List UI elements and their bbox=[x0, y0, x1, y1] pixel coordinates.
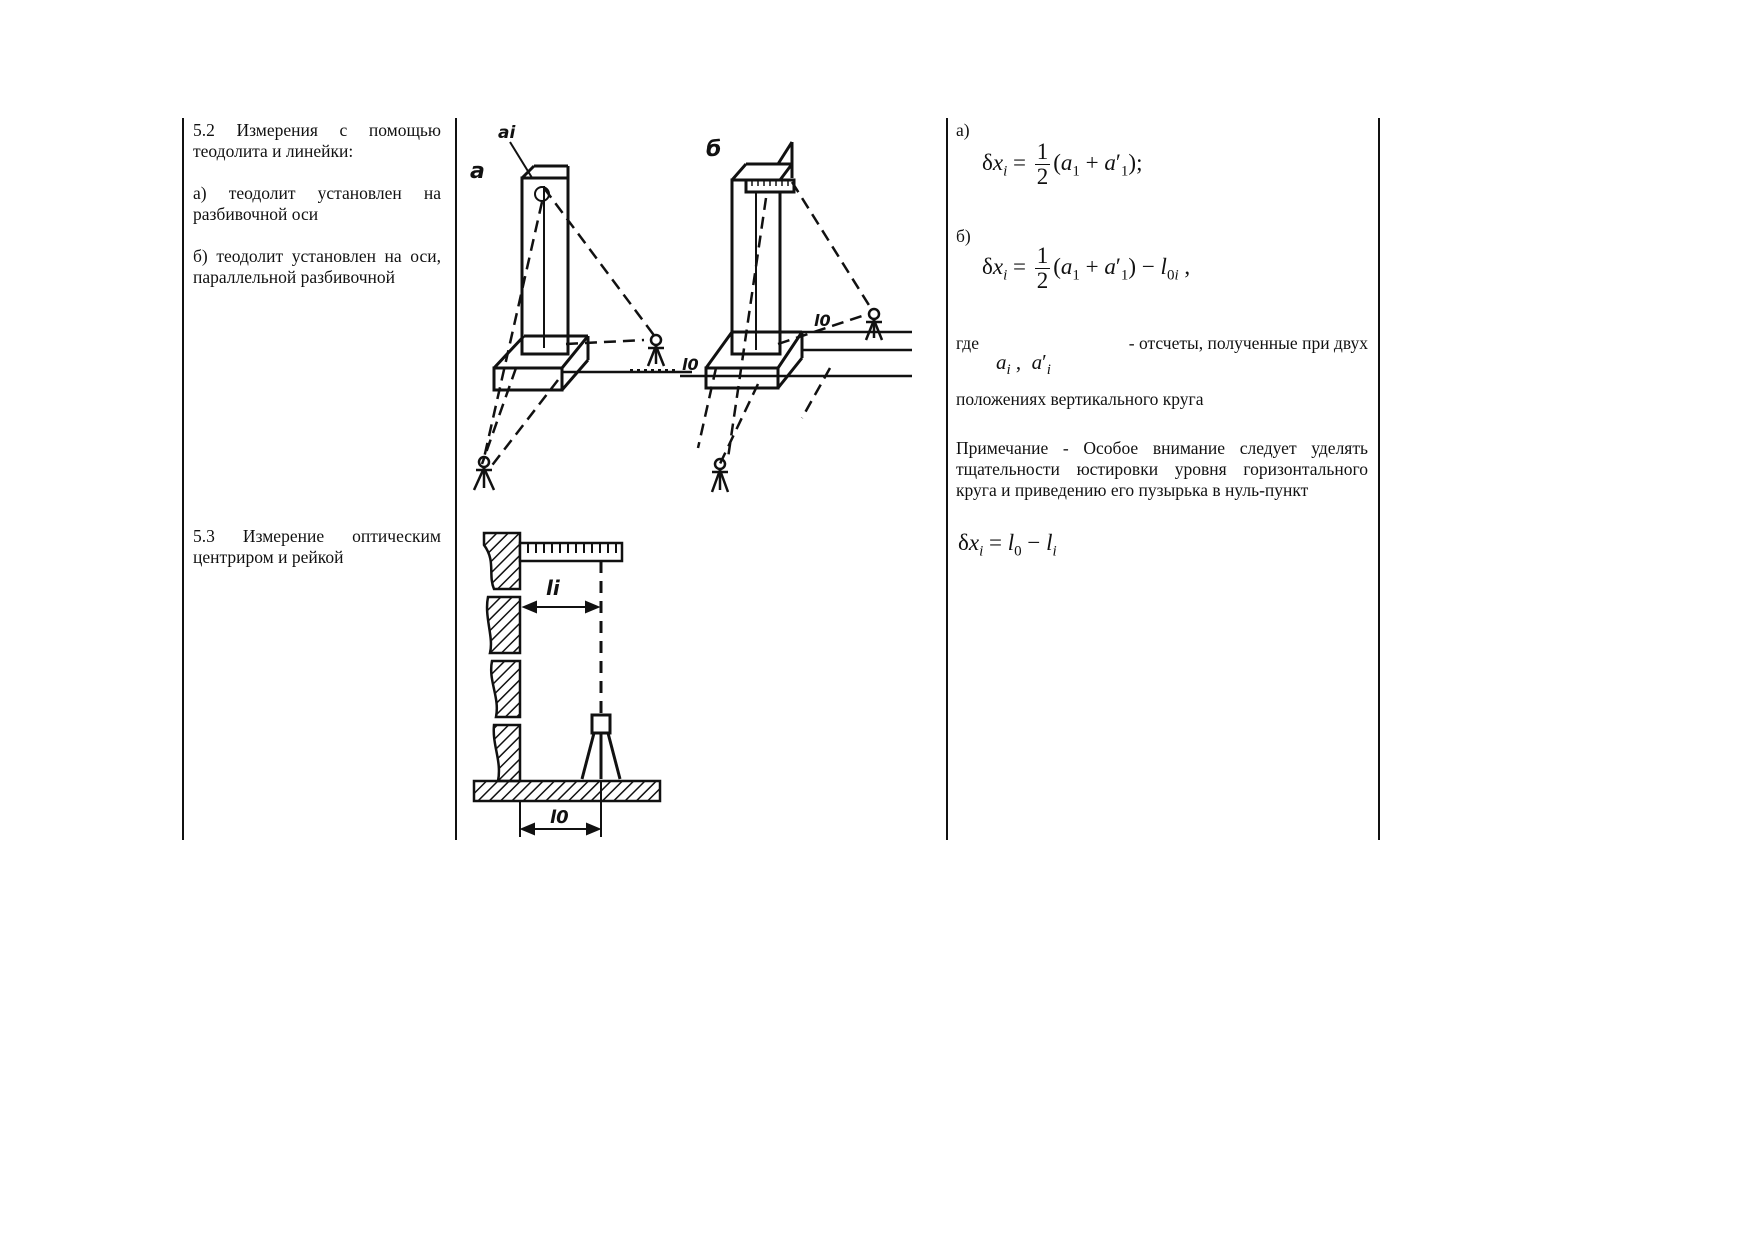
table-border-left bbox=[182, 118, 184, 840]
theodolite-icon bbox=[866, 309, 882, 340]
label-a: а) bbox=[956, 120, 970, 140]
row53-title: 5.3 Измерение оптическим центриром и рейкой bbox=[193, 526, 441, 567]
formula-b: $\delta x_i$ = $\frac{1}{2}$ $(a_1 + a'_1) - l_{0i}$ , bbox=[982, 243, 1191, 293]
ai-label: ai bbox=[498, 123, 516, 143]
optical-plummet-icon bbox=[582, 715, 620, 779]
theodolite-ruler-figure bbox=[462, 118, 932, 508]
note-text: Примечание - Особое внимание следует уделять тщательности юстировки уровня горизонтального круга и приведению его пузырька в нуль-пункт bbox=[956, 438, 1368, 500]
row52-option-a: а) теодолит установлен на разбивочной оси bbox=[193, 183, 441, 224]
fig-b-label: б bbox=[706, 137, 722, 162]
table-border-col2 bbox=[455, 118, 457, 840]
l0-label: l0 bbox=[550, 807, 569, 828]
l0-label: l0 bbox=[814, 311, 831, 330]
table-border-right bbox=[1378, 118, 1380, 840]
row53-text bbox=[193, 526, 441, 568]
label-b: б) bbox=[956, 226, 971, 246]
theodolite-icon bbox=[648, 335, 664, 366]
column-b bbox=[732, 142, 794, 354]
formula-a: $\delta x_i$ = $\frac{1}{2}$ $(a_1 + a'_1)$; bbox=[982, 139, 1143, 189]
formula-53: $\delta x_i = l_0 - l_i$ bbox=[958, 530, 1057, 560]
readings-symbols: $a_i$ , $a'_i$ bbox=[996, 350, 1051, 379]
row52-title: 5.2 Измерения с помощью теодолита и линейки: bbox=[193, 120, 441, 161]
theodolite-icon bbox=[712, 459, 728, 492]
row52-option-b: б) теодолит установлен на оси, параллельной разбивочной bbox=[193, 246, 441, 287]
wall-segments bbox=[474, 533, 660, 801]
where-continued: положениях вертикального круга bbox=[956, 389, 1204, 409]
where-right: - отсчеты, полученные при двух bbox=[1128, 333, 1368, 353]
table-border-col3 bbox=[946, 118, 948, 840]
optical-plummet-figure bbox=[470, 525, 670, 840]
where-left: где bbox=[956, 333, 979, 353]
l0-label: l0 bbox=[682, 355, 699, 374]
li-label: li bbox=[546, 576, 560, 600]
sight-lines-b bbox=[698, 182, 872, 468]
row52-text bbox=[193, 120, 441, 288]
fig-a-label: а bbox=[470, 159, 485, 184]
